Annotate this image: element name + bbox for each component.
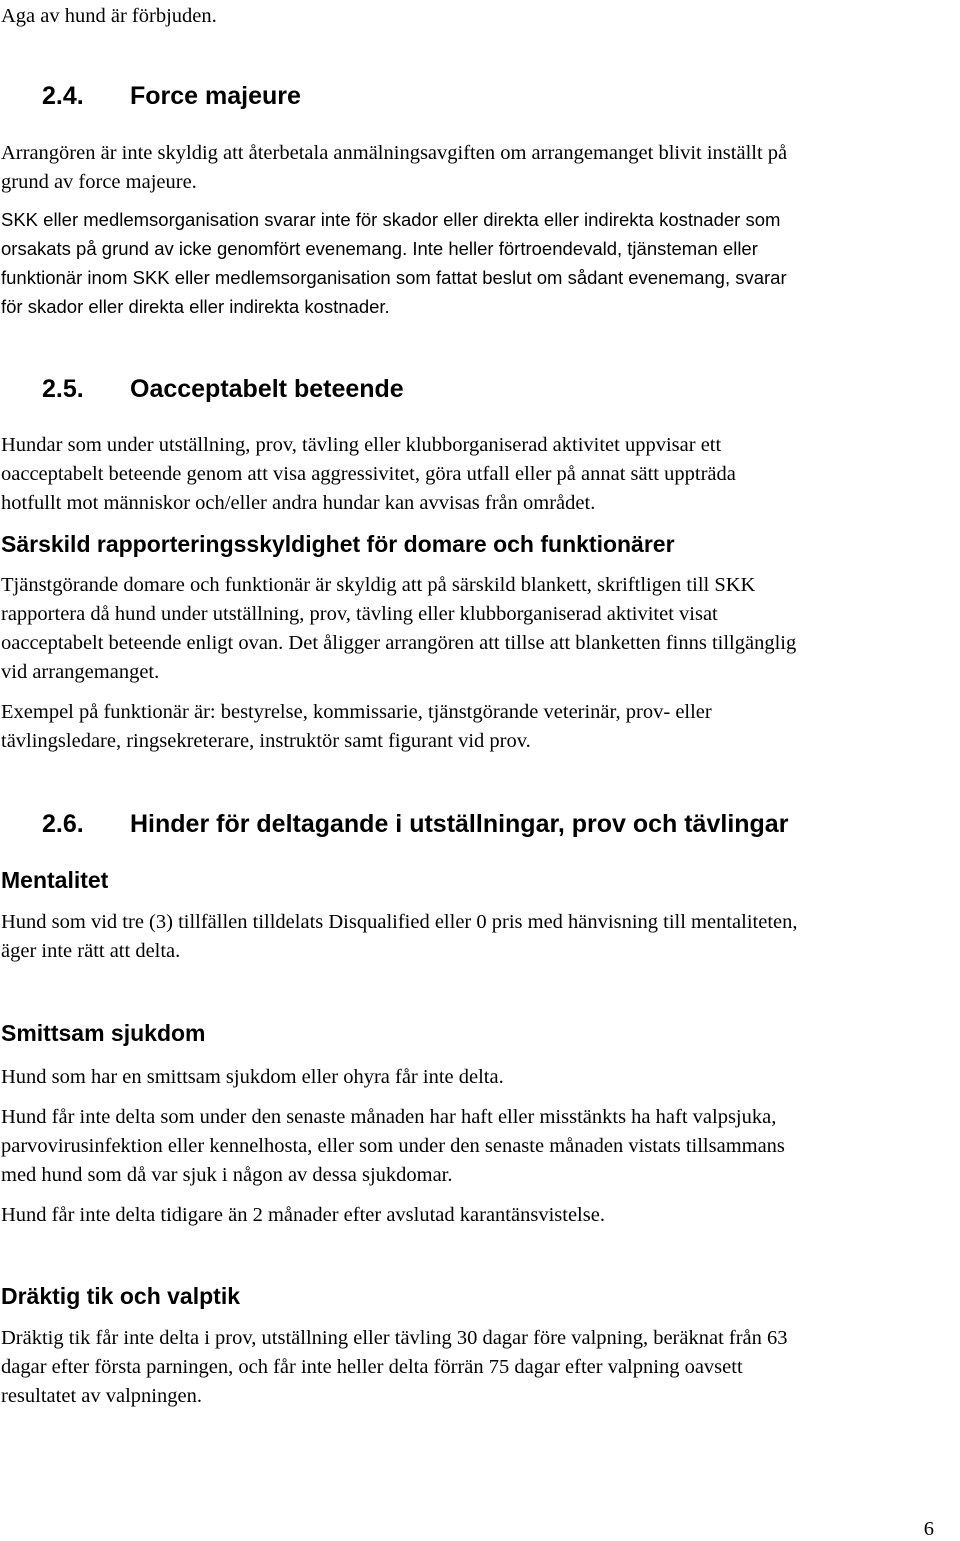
smittsam-sjukdom-heading: Smittsam sjukdom bbox=[1, 1020, 206, 1046]
paragraph-line: Hundar som under utställning, prov, tävling eller klubborganiserad aktivitet uppvisar ett bbox=[1, 434, 722, 456]
paragraph-line: hotfullt mot människor och/eller andra hundar kan avvisas från området. bbox=[1, 492, 596, 514]
section-2-5-number: 2.5. bbox=[42, 375, 84, 403]
paragraph-line: vid arrangemanget. bbox=[1, 661, 160, 683]
paragraph-line: orsakats på grund av icke genomfört evenemang. Inte heller förtroendevald, tjänsteman eller bbox=[1, 238, 758, 259]
smittsam-paragraph-1 bbox=[1, 1063, 504, 1092]
smittsam-paragraph-3 bbox=[1, 1201, 605, 1230]
oacceptabelt-paragraph-1 bbox=[1, 431, 736, 518]
paragraph-line: Exempel på funktionär är: bestyrelse, kommissarie, tjänstgörande veterinär, prov- eller bbox=[1, 701, 712, 723]
paragraph-line: äger inte rätt att delta. bbox=[1, 940, 181, 962]
force-majeure-paragraph-1 bbox=[1, 139, 787, 197]
section-2-4-number: 2.4. bbox=[42, 82, 84, 110]
mentalitet-heading: Mentalitet bbox=[1, 867, 109, 893]
paragraph-line: Dräktig tik får inte delta i prov, utställning eller tävling 30 dagar före valpning, beräknat från 63 bbox=[1, 1327, 788, 1349]
smittsam-paragraph-2 bbox=[1, 1103, 785, 1190]
paragraph-line: parvovirusinfektion eller kennelhosta, eller som under den senaste månaden vistats tillsammans bbox=[1, 1135, 785, 1157]
paragraph-line: Tjänstgörande domare och funktionär är skyldig att på särskild blankett, skriftligen till SKK bbox=[1, 574, 756, 596]
paragraph-line: dagar efter första parningen, och får inte heller delta förrän 75 dagar efter valpning oavsett bbox=[1, 1356, 743, 1378]
force-majeure-paragraph-2 bbox=[1, 205, 787, 321]
paragraph-line: med hund som då var sjuk i någon av dessa sjukdomar. bbox=[1, 1164, 453, 1186]
paragraph-line: Hund får inte delta tidigare än 2 månader efter avslutad karantänsvistelse. bbox=[1, 1204, 605, 1226]
section-2-5-title: Oacceptabelt beteende bbox=[130, 375, 404, 403]
intro-line: Aga av hund är förbjuden. bbox=[1, 5, 217, 27]
paragraph-line: oacceptabelt beteende genom att visa aggressivitet, göra utfall eller på annat sätt uppträda bbox=[1, 463, 736, 485]
paragraph-line: resultatet av valpningen. bbox=[1, 1385, 202, 1407]
paragraph-line: oacceptabelt beteende enligt ovan. Det åligger arrangören att tillse att blanketten finns tillgänglig bbox=[1, 632, 797, 654]
paragraph-line: Arrangören är inte skyldig att återbetala anmälningsavgiften om arrangemanget blivit inställt på bbox=[1, 142, 788, 164]
draktig-tik-paragraph bbox=[1, 1324, 788, 1411]
paragraph-line: tävlingsledare, ringsekreterare, instruktör samt figurant vid prov. bbox=[1, 730, 531, 752]
paragraph-line: Hund får inte delta som under den senaste månaden har haft eller misstänkts ha haft valpsjuka, bbox=[1, 1106, 777, 1128]
paragraph-line: Hund som vid tre (3) tillfällen tilldelats Disqualified eller 0 pris med hänvisning till mentaliteten, bbox=[1, 911, 798, 933]
paragraph-line: grund av force majeure. bbox=[1, 171, 197, 193]
rapporteringsskyldighet-heading: Särskild rapporteringsskyldighet för domare och funktionärer bbox=[1, 531, 675, 557]
section-2-6-number: 2.6. bbox=[42, 810, 84, 838]
paragraph-line: för skador eller direkta eller indirekta kostnader. bbox=[1, 296, 390, 317]
section-2-6-title: Hinder för deltagande i utställningar, prov och tävlingar bbox=[130, 810, 789, 838]
section-2-4-title: Force majeure bbox=[130, 82, 301, 110]
paragraph-line: funktionär inom SKK eller medlemsorganisation som fattat beslut om sådant evenemang, svarar bbox=[1, 267, 787, 288]
paragraph-line: Hund som har en smittsam sjukdom eller ohyra får inte delta. bbox=[1, 1066, 504, 1088]
draktig-tik-heading: Dräktig tik och valptik bbox=[1, 1283, 241, 1309]
rapporteringsskyldighet-paragraph bbox=[1, 571, 796, 687]
mentalitet-paragraph bbox=[1, 908, 798, 966]
paragraph-line: SKK eller medlemsorganisation svarar inte för skador eller direkta eller indirekta kostnader som bbox=[1, 209, 781, 230]
paragraph-line: rapportera då hund under utställning, prov, tävling eller klubborganiserad aktivitet visat bbox=[1, 603, 718, 625]
page-number: 6 bbox=[923, 1518, 934, 1540]
funktionar-exempel-paragraph bbox=[1, 698, 712, 756]
